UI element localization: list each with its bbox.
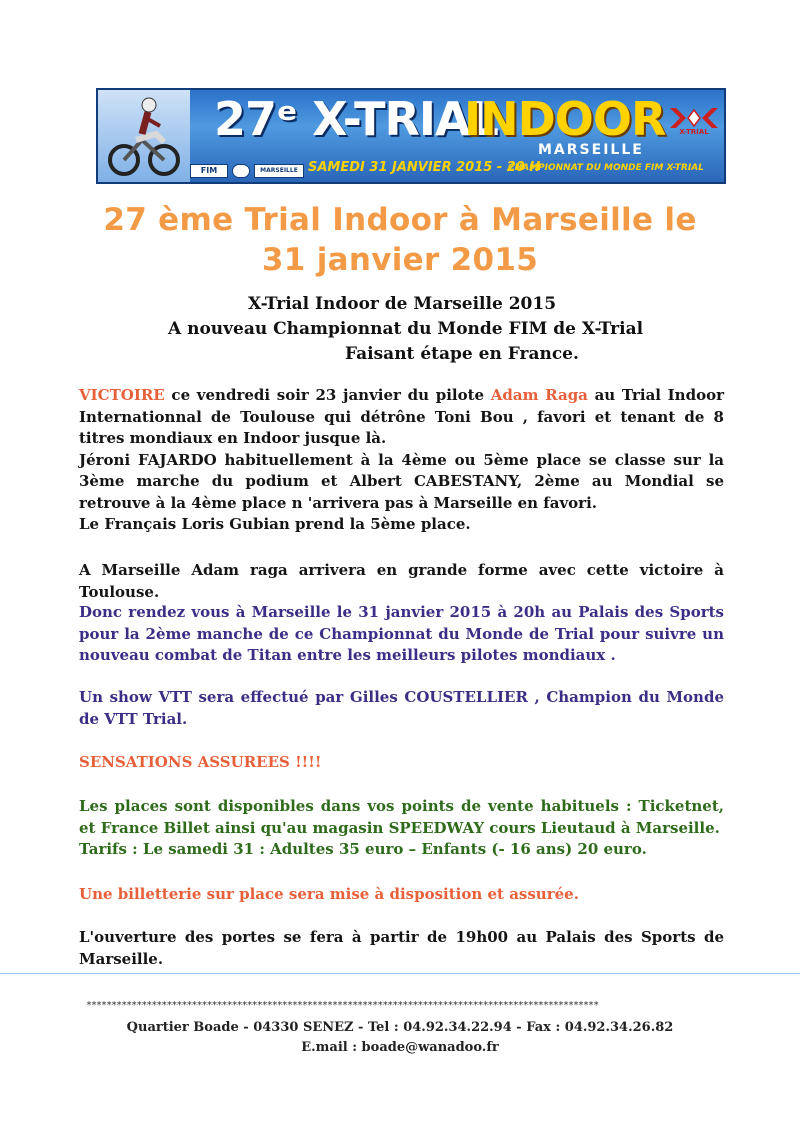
banner-championship: CHAMPIONNAT DU MONDE FIM X-TRIAL: [508, 163, 704, 173]
results-text-a: ce vendredi soir 23 janvier du pilote: [164, 386, 491, 404]
footer-address: Quartier Boade - 04330 SENEZ - Tel : 04.92.34.22.94 - Fax : 04.92.34.26.82: [126, 1020, 674, 1035]
results-intro: [79, 385, 724, 450]
results-gubian: Le Français Loris Gubian prend la 5ème place.: [79, 515, 471, 533]
federation-logo: [232, 164, 250, 178]
victoire-label: VICTOIRE: [79, 386, 165, 404]
paragraph-rendezvous: Donc rendez vous à Marseille le 31 janvier 2015 à 20h au Palais des Sports pour la 2ème manche de ce Championnat du Monde de Trial pour suivre un nouveau combat de Titan entre les meilleurs pilotes mondiaux .: [79, 603, 724, 664]
paragraph-box-office: Une billetterie sur place sera mise à disposition et assurée.: [79, 885, 579, 903]
results-text-b: au Trial Indoor Internationnal de Toulouse qui détrône Toni Bou , favori et tenant de 8 titres mondiaux en Indoor jusque là.: [79, 386, 724, 447]
tickets-prices: Tarifs : Le samedi 31 : Adultes 35 euro – Enfants (- 16 ans) 20 euro.: [79, 840, 647, 858]
banner-city: MARSEILLE: [538, 142, 644, 158]
star-separator: ******************************************************************************************************: [86, 1000, 599, 1011]
tickets-sales-points: Les places sont disponibles dans vos points de vente habituels : Ticketnet, et France Billet ainsi qu'au magasin SPEEDWAY cours Lieutaud à Marseille.: [79, 797, 724, 837]
paragraph-tickets: [79, 796, 724, 861]
paragraph-form: A Marseille Adam raga arrivera en grande forme avec cette victoire à Toulouse.: [79, 561, 724, 601]
banner-date: SAMEDI 31 JANVIER 2015 - 20 H: [308, 160, 541, 175]
rider-image: [98, 90, 190, 182]
headline: [60, 200, 740, 280]
paragraph-vtt-show: Un show VTT sera effectué par Gilles COUSTELLIER , Champion du Monde de VTT Trial.: [79, 688, 724, 728]
banner-title-white: 27ᵉ X-TRIAL: [214, 92, 498, 146]
fim-logo: FIM: [190, 164, 228, 178]
subheading-line-2: A nouveau Championnat du Monde FIM de X-Trial: [168, 319, 644, 339]
divider-line: [0, 973, 800, 974]
paragraph-sensations: SENSATIONS ASSUREES !!!!: [79, 753, 322, 771]
x-trial-logo-label: X-TRIAL: [679, 128, 709, 136]
marseille-logo: MARSEILLE: [254, 164, 304, 178]
footer-email: E.mail : boade@wanadoo.fr: [301, 1040, 499, 1055]
paragraph-results: [79, 385, 724, 536]
results-fajardo: Jéroni FAJARDO habituellement à la 4ème ou 5ème place se classe sur la 3ème marche du podium et Albert CABESTANY, 2ème au Mondial se retrouve à la 4ème place n 'arrivera pas à Marseille en favori.: [79, 450, 724, 512]
subheading-line-3: Faisant étape en France.: [345, 344, 579, 364]
banner-title-yellow: INDOOR: [464, 92, 666, 146]
motorbike-icon: [98, 90, 190, 182]
headline-line-1: 27 ème Trial Indoor à Marseille le: [103, 202, 697, 238]
event-banner: [96, 88, 726, 184]
pilot-name: Adam Raga: [490, 386, 588, 404]
headline-line-2: 31 janvier 2015: [261, 242, 539, 278]
paragraph-doors-open: L'ouverture des portes se fera à partir de 19h00 au Palais des Sports de Marseille.: [79, 928, 724, 968]
subheading-line-1: X-Trial Indoor de Marseille 2015: [248, 294, 557, 314]
